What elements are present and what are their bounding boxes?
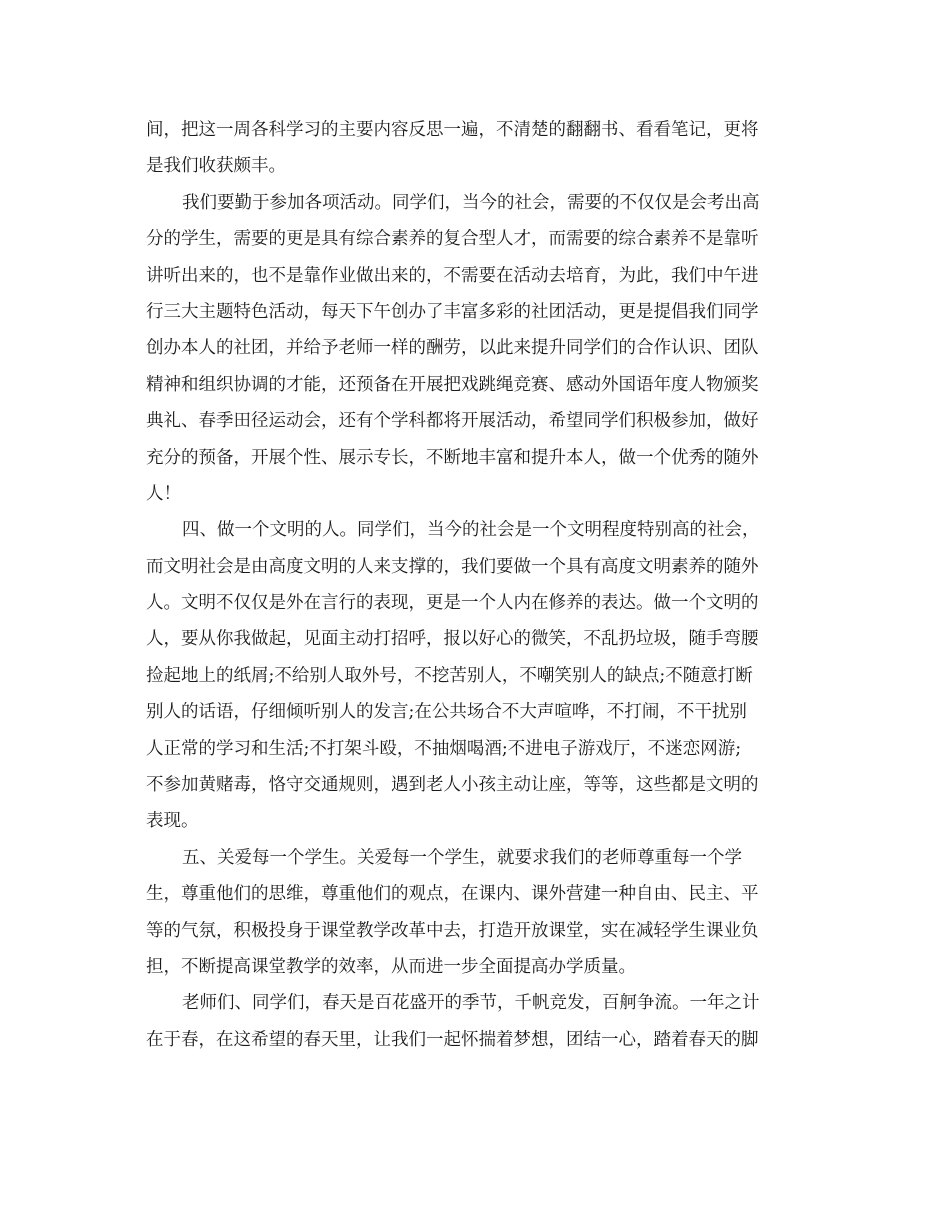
text-line: 等的气氛，积极投身于课堂教学改革中去，打造开放课堂，实在减轻学生课业负 (146, 920, 759, 941)
text-line: 人，要从你我做起，见面主动打招呼，报以好心的微笑，不乱扔垃圾，随手弯腰 (146, 629, 759, 650)
text-line: 我们要勤于参加各项活动。同学们，当今的社会，需要的不仅仅是会考出高 (182, 192, 760, 213)
text-line: 精神和组织协调的才能，还预备在开展把戏跳绳竞赛、感动外国语年度人物颁奖 (146, 374, 759, 395)
text-line: 别人的话语，仔细倾听别人的发言;在公共场合不大声喧哗，不打闹，不干扰别 (146, 702, 747, 723)
text-line: 间，把这一周各科学习的主要内容反思一遍，不清楚的翻翻书、看看笔记，更将 (146, 120, 759, 140)
text-line: 人！ (146, 483, 181, 504)
text-line: 担，不断提高课堂教学的效率，从而进一步全面提高办学质量。 (146, 956, 636, 977)
text-line: 人正常的学习和生活;不打架斗殴，不抽烟喝酒;不进电子游戏厅，不迷恋网游; (146, 738, 742, 759)
text-line: 典礼、春季田径运动会，还有个学科都将开展活动，希望同学们积极参加，做好 (146, 411, 759, 432)
text-line: 五、关爱每一个学生。关爱每一个学生，就要求我们的老师尊重每一个学 (182, 847, 742, 868)
text-line: 讲听出来的，也不是靠作业做出来的，不需要在活动去培育，为此，我们中午进 (146, 265, 759, 286)
text-line: 表现。 (146, 811, 199, 832)
text-line: 人。文明不仅仅是外在言行的表现，更是一个人内在修养的表达。做一个文明的 (146, 593, 759, 614)
text-line: 而文明社会是由高度文明的人来支撑的，我们要做一个具有高度文明素养的随外 (146, 556, 759, 577)
text-line: 分的学生，需要的更是具有综合素养的复合型人才，而需要的综合素养不是靠听 (146, 229, 759, 250)
text-line: 生，尊重他们的思维，尊重他们的观点，在课内、课外营建一种自由、民主、平 (146, 884, 759, 905)
body-text (146, 112, 806, 1058)
text-line: 是我们收获颇丰。 (146, 156, 286, 177)
text-line: 捡起地上的纸屑;不给别人取外号，不挖苦别人，不嘲笑别人的缺点;不随意打断 (146, 665, 753, 686)
text-line: 不参加黄赌毒，恪守交通规则，遇到老人小孩主动让座，等等，这些都是文明的 (146, 775, 759, 796)
text-line: 四、做一个文明的人。同学们，当今的社会是一个文明程度特别高的社会， (182, 520, 760, 541)
text-line: 在于春，在这希望的春天里，让我们一起怀揣着梦想，团结一心，踏着春天的脚 (146, 1029, 759, 1050)
text-line: 创办本人的社团，并给予老师一样的酬劳，以此来提升同学们的合作认识、团队 (146, 338, 759, 359)
text-line: 行三大主题特色活动，每天下午创办了丰富多彩的社团活动，更是提倡我们同学 (146, 301, 759, 322)
text-line: 充分的预备，开展个性、展示专长，不断地丰富和提升本人，做一个优秀的随外 (146, 447, 759, 468)
text-line: 老师们、同学们，春天是百花盛开的季节，千帆竞发，百舸争流。一年之计 (182, 993, 760, 1014)
